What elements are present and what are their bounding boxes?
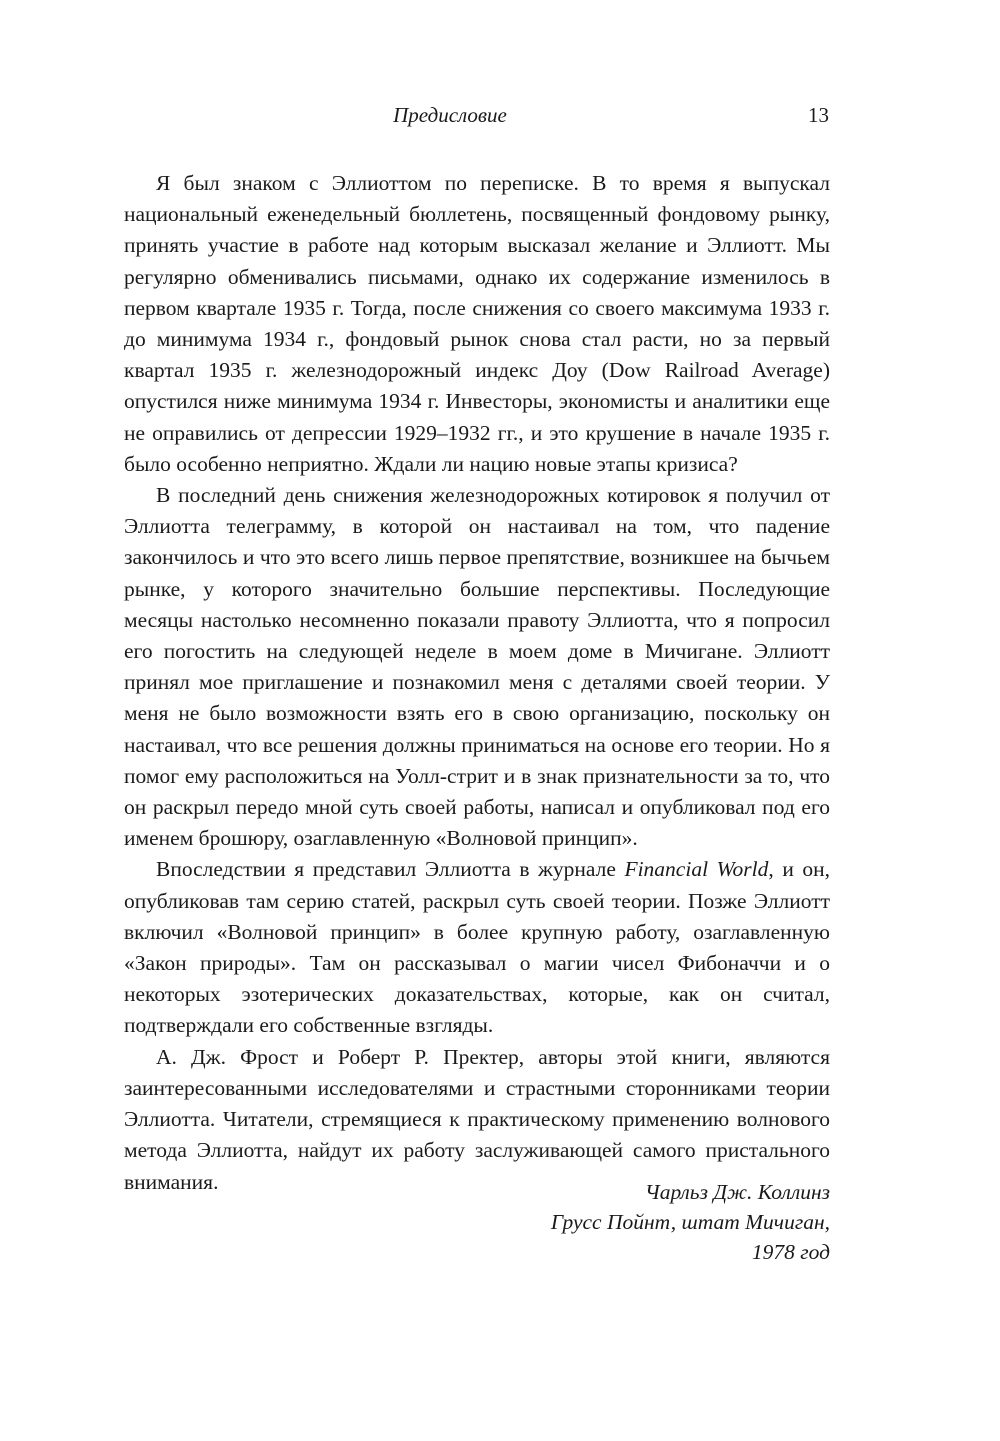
paragraph-4: А. Дж. Фрост и Роберт Р. Пректер, авторы этой книги, являются заинтересованными исследователями и страстными сторонниками теории Эллиотта. Читатели, стремящиеся к практическому применению волнового метода Эллиотта, найдут их работу заслуживающей самого пристального внимания. xyxy=(124,1044,830,1194)
running-head xyxy=(0,100,1000,130)
paragraph-3 xyxy=(124,854,830,1041)
signature-year: 1978 год xyxy=(751,1240,830,1264)
magazine-title: Financial World xyxy=(624,857,769,882)
section-title: Предисловие xyxy=(393,103,507,127)
paragraph-1: Я был знаком с Эллиоттом по переписке. В то время я выпускал национальный еженедельный бюллетень, посвященный фондовому рынку, принять участие в работе над которым высказал желание и Эллиотт. Мы регулярно обменивались письмами, однако их содержание изменилось в первом квартале 1935 г. Тогда, после снижения со своего максимума 1933 г. до минимума 1934 г., фондовый рынок снова стал расти, но за первый квартал 1935 г. железнодорожный индекс Доу (Dow Railroad Average) опустился ниже минимума 1934 г. Инвесторы, экономисты и аналитики еще не оправились от депрессии 1929–1932 гг., и это крушение в начале 1935 г. было особенно неприятно. Ждали ли нацию новые этапы кризиса? xyxy=(124,171,830,476)
signature-block xyxy=(330,1177,830,1267)
paragraph-3-text-after: , и он, опубликовав там серию статей, раскрыл суть своей теории. Позже Эллиотт включил «Волновой принцип» в более крупную работу, озаглавленную «Закон природы». Там он рассказывал о магии чисел Фибоначчи и о некоторых эзотерических доказательствах, которые, как он считал, подтверждали его собственные взгляды. xyxy=(124,857,831,1038)
page-number: 13 xyxy=(808,103,829,127)
signature-name: Чарльз Дж. Коллинз xyxy=(644,1180,830,1204)
paragraph-2: В последний день снижения железнодорожных котировок я получил от Эллиотта телеграмму, в которой он настаивал на том, что падение закончилось и что это всего лишь первое препятствие, возникшее на бычьем рынке, у которого значительно большие перспективы. Последующие месяцы настолько несомненно показали правоту Эллиотта, что я попросил его погостить на следующей неделе в моем доме в Мичигане. Эллиотт принял мое приглашение и познакомил меня с деталями своей теории. У меня не было возможности взять его в свою организацию, поскольку он настаивал, что все решения должны приниматься на основе его теории. Но я помог ему расположиться на Уолл-стрит и в знак признательности за то, что он раскрыл передо мной суть своей работы, написал и опубликовал под его именем брошюру, озаглавленную «Волновой принцип». xyxy=(124,483,830,851)
body-text xyxy=(124,168,830,1198)
paragraph-3-text-before: Впоследствии я представил Эллиотта в журнале xyxy=(156,857,625,882)
signature-place: Грусс Пойнт, штат Мичиган, xyxy=(550,1210,830,1234)
